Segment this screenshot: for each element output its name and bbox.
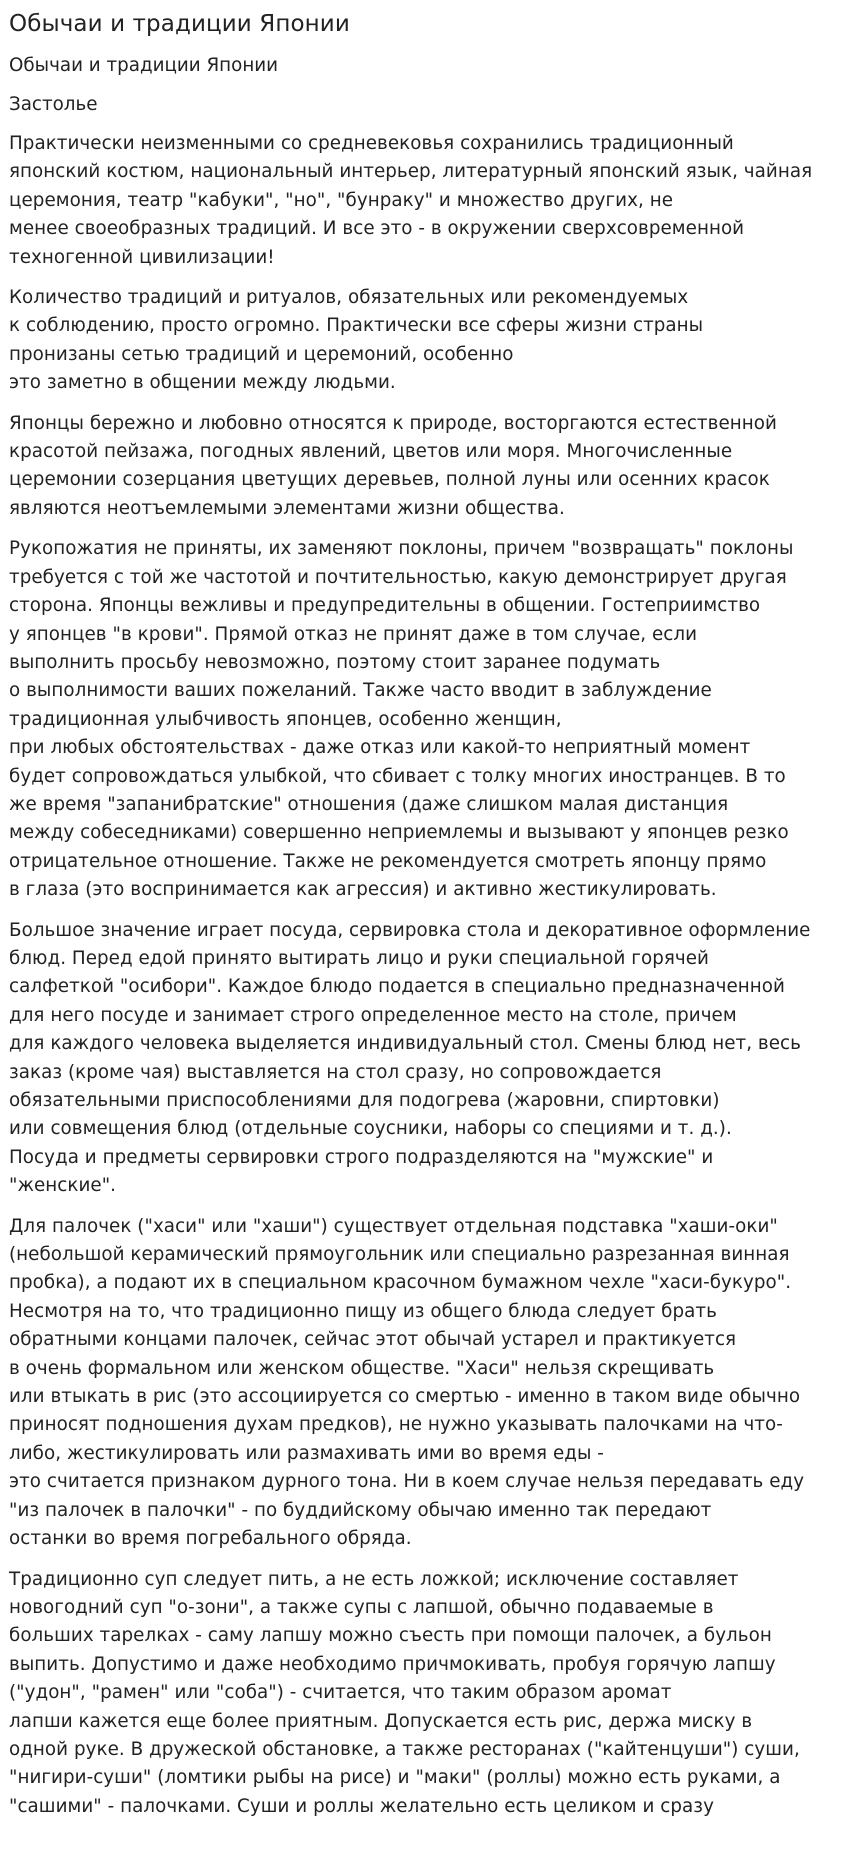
- paragraph-line: Большое значение играет посуда, сервировка стола и декоративное оформление: [9, 919, 811, 941]
- paragraph-line: в глаза (это воспринимается как агрессия) и активно жестикулировать.: [9, 879, 717, 901]
- paragraph-line: в очень формальном или женском обществе. "Хаси" нельзя скрещивать: [9, 1357, 715, 1379]
- paragraph-line: новогодний суп "о-зони", а также супы с лапшой, обычно подаваемые в: [9, 1596, 714, 1618]
- paragraph-line: приносят подношения духам предков), не нужно указывать палочками на что-: [9, 1414, 783, 1436]
- paragraph-line: сторона. Японцы вежливы и предупредительны в общении. Гостеприимство: [9, 595, 761, 617]
- paragraph-line: заказ (кроме чая) выставляется на стол сразу, но сопровождается: [9, 1061, 662, 1083]
- paragraph-line: менее своеобразных традиций. И все это - в окружении сверхсовременной: [9, 218, 745, 240]
- paragraph-line: "сашими" - палочками. Суши и роллы желательно есть целиком и сразу: [9, 1795, 714, 1817]
- paragraph-line: "из палочек в палочки" - по буддийскому обычаю именно так передают: [9, 1499, 712, 1521]
- article-paragraph: [9, 410, 838, 524]
- paragraph-line: Количество традиций и ритуалов, обязательных или рекомендуемых: [9, 287, 689, 309]
- paragraph-line: выполнить просьбу невозможно, поэтому стоит заранее подумать: [9, 651, 661, 673]
- article-paragraph: [9, 1213, 838, 1554]
- paragraph-line: обязательными приспособлениями для подогрева (жаровни, спиртовки): [9, 1090, 720, 1111]
- paragraph-line: останки во время погребального обряда.: [9, 1528, 412, 1550]
- article-paragraph: [9, 917, 838, 1201]
- paragraph-line: для каждого человека выделяется индивидуальный стол. Смены блюд нет, весь: [9, 1033, 801, 1055]
- paragraph-line: Традиционно суп следует пить, а не есть ложкой; исключение составляет: [9, 1568, 739, 1590]
- paragraph-line: "женские".: [9, 1175, 117, 1197]
- article-paragraph: [9, 284, 838, 398]
- paragraph-line: требуется с той же частотой и почтительностью, какую демонстрирует другая: [9, 566, 787, 588]
- paragraph-line: лапши кажется еще более приятным. Допускается есть рис, держа миску в: [9, 1710, 753, 1732]
- paragraph-line: у японцев "в крови". Прямой отказ не принят даже в том случае, если: [9, 623, 698, 645]
- paragraph-line: это заметно в общении между людьми.: [9, 372, 396, 394]
- paragraph-line: это считается признаком дурного тона. Ни в коем случае нельзя передавать еду: [9, 1471, 805, 1493]
- paragraph-line: о выполнимости ваших пожеланий. Также часто вводит в заблуждение: [9, 680, 712, 702]
- paragraph-line: отрицательное отношение. Также не рекомендуется смотреть японцу прямо: [9, 850, 767, 872]
- paragraph-line: к соблюдению, просто огромно. Практически все сферы жизни страны: [9, 315, 704, 337]
- paragraph-line: Японцы бережно и любовно относятся к природе, восторгаются естественной: [9, 412, 777, 434]
- paragraph-line: салфеткой "осибори". Каждое блюдо подается в специально предназначенной: [9, 976, 785, 998]
- paragraph-line: (небольшой керамический прямоугольник или специально разрезанная винная: [9, 1244, 790, 1266]
- article-paragraph: [9, 535, 838, 904]
- paragraph-line: техногенной цивилизации!: [9, 246, 275, 268]
- paragraph-line: Посуда и предметы сервировки строго подразделяются на "мужские" и: [9, 1146, 714, 1168]
- paragraph-line: же время "запанибратские" отношения (даже слишком малая дистанция: [9, 793, 729, 815]
- paragraph-line: японский костюм, национальный интерьер, литературный японский язык, чайная: [9, 161, 813, 183]
- paragraph-line: или совмещения блюд (отдельные соусники, наборы со специями и т. д.).: [9, 1118, 732, 1140]
- paragraph-line: являются неотъемлемыми элементами жизни общества.: [9, 497, 565, 519]
- paragraph-line: между собеседниками) совершенно неприемлемы и вызывают у японцев резко: [9, 822, 789, 844]
- paragraph-line: "нигири-суши" (ломтики рыбы на рисе) и "маки" (роллы) можно есть руками, а: [9, 1767, 781, 1789]
- paragraph-line: для него посуде и занимает строго определенное место на столе, причем: [9, 1004, 737, 1026]
- paragraph-line: одной руке. В дружеской обстановке, а также ресторанах ("кайтенцуши") суши,: [9, 1738, 800, 1760]
- paragraph-line: обратными концами палочек, сейчас этот обычай устарел и практикуется: [9, 1329, 737, 1351]
- paragraph-line: либо, жестикулировать или размахивать ими во время еды -: [9, 1442, 604, 1464]
- paragraph-line: при любых обстоятельствах - даже отказ или какой-то неприятный момент: [9, 737, 751, 759]
- page-title: Обычаи и традиции Японии: [9, 11, 350, 37]
- section-heading: Застолье: [9, 94, 98, 115]
- article-paragraph: [9, 130, 838, 272]
- paragraph-line: красотой пейзажа, погодных явлений, цветов или моря. Многочисленные: [9, 441, 733, 463]
- paragraph-line: Практически неизменными со средневековья сохранились традиционный: [9, 133, 734, 154]
- article-body: [9, 130, 838, 1821]
- paragraph-line: Для палочек ("хаси" или "хаши") существует отдельная подставка "хаши-оки": [9, 1215, 778, 1237]
- paragraph-line: пробка), а подают их в специальном красочном бумажном чехле "хаси-букуро".: [9, 1272, 792, 1294]
- paragraph-line: Рукопожатия не приняты, их заменяют поклоны, причем "возвращать" поклоны: [9, 538, 794, 560]
- paragraph-line: церемонии созерцания цветущих деревьев, полной луны или осенних красок: [9, 469, 770, 491]
- paragraph-line: ("удон", "рамен" или "соба") - считается, что таким образом аромат: [9, 1682, 672, 1704]
- paragraph-line: традиционная улыбчивость японцев, особенно женщин,: [9, 708, 562, 730]
- paragraph-line: Несмотря на то, что традиционно пищу из общего блюда следует брать: [9, 1300, 717, 1322]
- paragraph-line: пронизаны сетью традиций и церемоний, особенно: [9, 343, 514, 365]
- paragraph-line: или втыкать в рис (это ассоциируется со смертью - именно в таком виде обычно: [9, 1386, 801, 1408]
- paragraph-line: церемония, театр "кабуки", "но", "бунраку" и множество других, не: [9, 189, 673, 211]
- paragraph-line: больших тарелках - саму лапшу можно съесть при помощи палочек, а бульон: [9, 1625, 772, 1647]
- article-paragraph: [9, 1566, 838, 1822]
- paragraph-line: выпить. Допустимо и даже необходимо причмокивать, пробуя горячую лапшу: [9, 1653, 776, 1675]
- paragraph-line: блюд. Перед едой принято вытирать лицо и руки специальной горячей: [9, 947, 709, 969]
- paragraph-line: будет сопровождаться улыбкой, что сбивает с толку многих иностранцев. В то: [9, 765, 786, 787]
- article-subtitle: Обычаи и традиции Японии: [9, 55, 279, 76]
